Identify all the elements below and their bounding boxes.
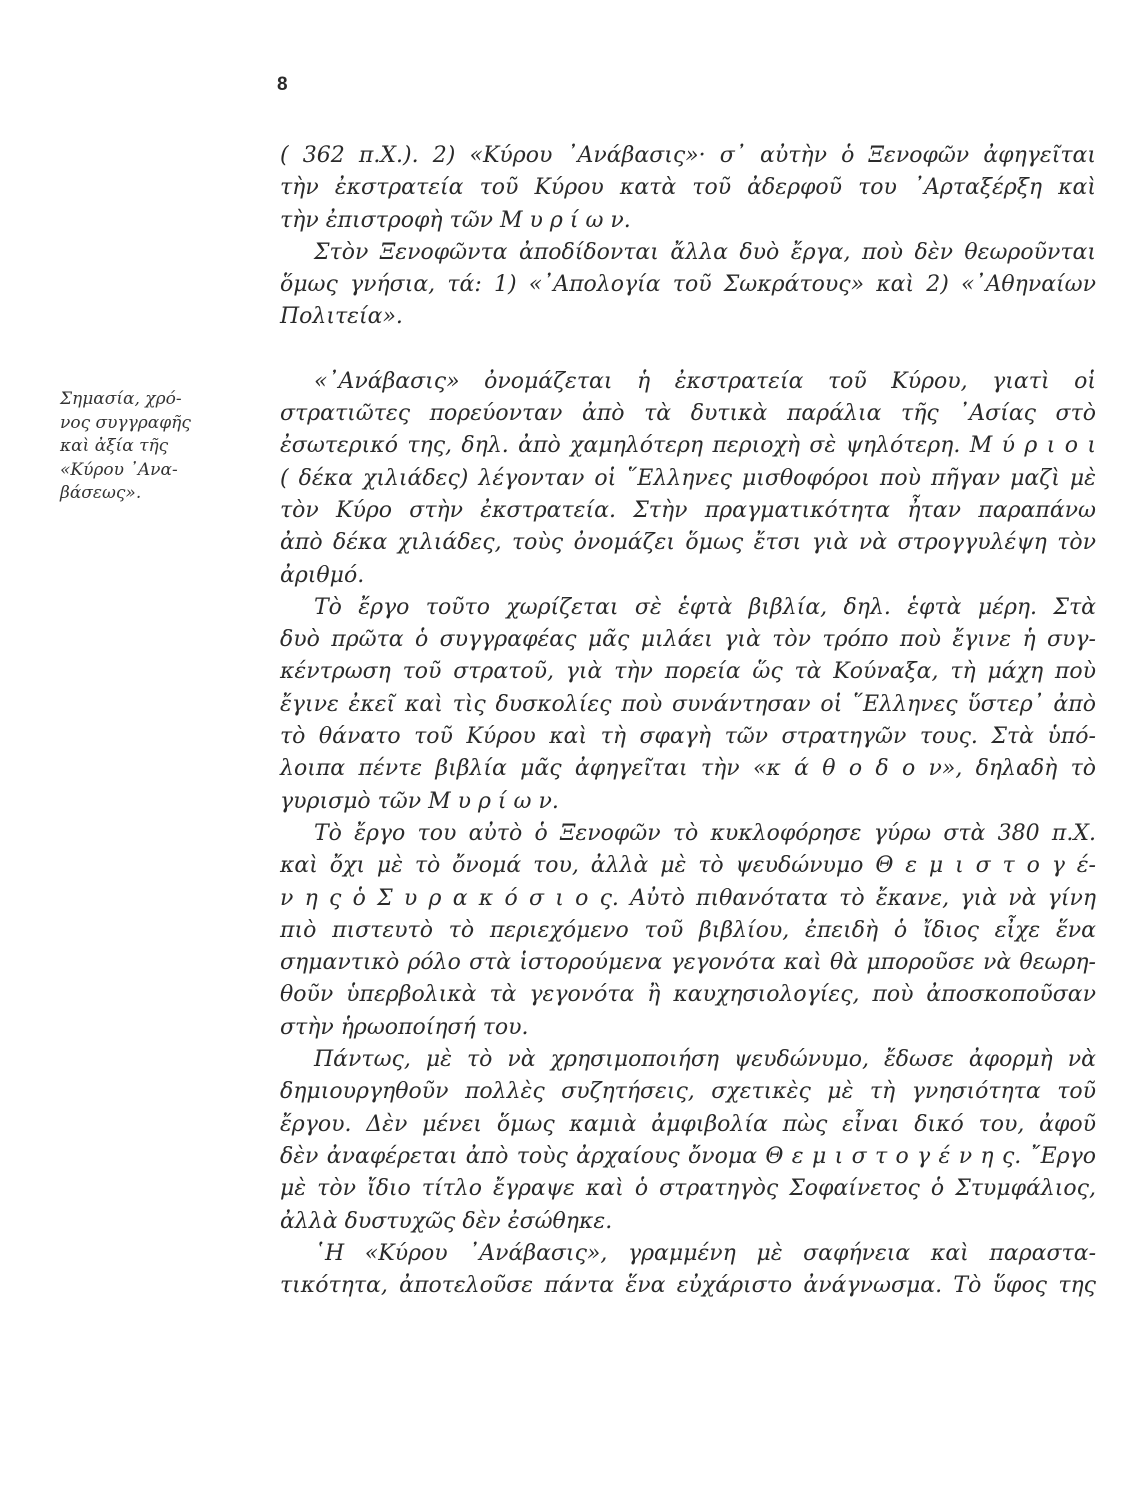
text-line: στρατιῶτες πορεύονταν ἀπὸ τὰ δυτικὰ παράλια τῆς ᾿Ασίας στὸ bbox=[280, 401, 1096, 427]
text-line: ἔργου. Δὲν μένει ὅμως καμιὰ ἀμφιβολία πὼς εἶναι δικό του, ἀφοῦ bbox=[280, 1111, 1096, 1137]
text-line: ν η ς ὁ Σ υ ρ α κ ό σ ι ο ς. Αὐτὸ πιθανότατα τὸ ἔκανε, γιὰ νὰ γίνη bbox=[280, 885, 1096, 911]
text-line: δυὸ πρῶτα ὁ συγγραφέας μᾶς μιλάει γιὰ τὸν τρόπο ποὺ ἔγινε ἡ συγ- bbox=[280, 627, 1096, 653]
text-line: λοιπα πέντε βιβλία μᾶς ἀφηγεῖται τὴν «κ ά θ ο δ ο ν», δηλαδὴ τὸ bbox=[280, 756, 1096, 782]
text-line: καὶ ὄχι μὲ τὸ ὄνομά του, ἀλλὰ μὲ τὸ ψευδώνυμο Θ ε μ ι σ τ ο γ έ- bbox=[280, 853, 1096, 879]
text-line: τὸν Κύρο στὴν ἐκστρατεία. Στὴν πραγματικότητα ἦταν παραπάνω bbox=[280, 497, 1096, 523]
margin-note-line: βάσεως». bbox=[60, 483, 142, 503]
text-line: δὲν ἀναφέρεται ἀπὸ τοὺς ἀρχαίους ὄνομα Θ ε μ ι σ τ ο γ έ ν η ς. ῎Εργο bbox=[280, 1143, 1096, 1169]
text-line: σημαντικὸ ρόλο στὰ ἱστορούμενα γεγονότα καὶ θὰ μποροῦσε νὰ θεωρη- bbox=[280, 950, 1096, 976]
text-line: κέντρωση τοῦ στρατοῦ, γιὰ τὴν πορεία ὥς τὰ Κούναξα, τὴ μάχη ποὺ bbox=[280, 659, 1096, 685]
text-line: Τὸ ἔργο του αὐτὸ ὁ Ξενοφῶν τὸ κυκλοφόρησε γύρω στὰ 380 π.Χ. bbox=[314, 820, 1096, 846]
margin-note-line: Σημασία, χρό- bbox=[60, 389, 182, 409]
text-line: Στὸν Ξενοφῶντα ἀποδίδονται ἄλλα δυὸ ἔργα, ποὺ δὲν θεωροῦνται bbox=[314, 239, 1096, 265]
text-line: «᾿Ανάβασις» ὀνομάζεται ἡ ἐκστρατεία τοῦ Κύρου, γιατὶ οἱ bbox=[314, 368, 1096, 394]
text-line: ( 362 π.Χ.). 2) «Κύρου ᾿Ανάβασις»· σ᾿ αὐτὴν ὁ Ξενοφῶν ἀφηγεῖται bbox=[280, 143, 1096, 168]
text-line: ἀλλὰ δυστυχῶς δὲν ἐσώθηκε. bbox=[280, 1208, 613, 1234]
body-text bbox=[280, 140, 1096, 1302]
text-line: τικότητα, ἀποτελοῦσε πάντα ἕνα εὐχάριστο ἀνάγνωσμα. Τὸ ὕφος της bbox=[280, 1273, 1096, 1299]
text-line: δημιουργηθοῦν πολλὲς συζητήσεις, σχετικὲς μὲ τὴ γνησιότητα τοῦ bbox=[280, 1079, 1096, 1105]
text-line: ( δέκα χιλιάδες) λέγονταν οἱ ῞Ελληνες μισθοφόροι ποὺ πῆγαν μαζὶ μὲ bbox=[280, 465, 1096, 491]
text-line: τὸ θάνατο τοῦ Κύρου καὶ τὴ σφαγὴ τῶν στρατηγῶν τους. Στὰ ὑπό- bbox=[280, 724, 1096, 750]
text-line: πιὸ πιστευτὸ τὸ περιεχόμενο τοῦ βιβλίου, ἐπειδὴ ὁ ἴδιος εἶχε ἕνα bbox=[280, 917, 1096, 943]
text-line: ῾Η «Κύρου ᾿Ανάβασις», γραμμένη μὲ σαφήνεια καὶ παραστα- bbox=[314, 1240, 1096, 1266]
text-line: τὴν ἐπιστροφὴ τῶν Μ υ ρ ί ω ν. bbox=[280, 207, 631, 233]
margin-note-line: «Κύρου ᾿Ανα- bbox=[60, 459, 178, 480]
margin-note-line: νος συγγραφῆς bbox=[60, 412, 191, 433]
margin-note bbox=[60, 388, 250, 506]
text-line: μὲ τὸν ἴδιο τίτλο ἔγραψε καὶ ὁ στρατηγὸς Σοφαίνετος ὁ Στυμφάλιος, bbox=[280, 1176, 1096, 1202]
text-line: Πολιτεία». bbox=[280, 304, 403, 330]
paragraph-block-1 bbox=[280, 140, 1096, 334]
text-line: τὴν ἐκστρατεία τοῦ Κύρου κατὰ τοῦ ἀδερφοῦ του ᾿Αρταξέρξη καὶ bbox=[280, 175, 1096, 201]
text-line: στὴν ἡρωοποίησή του. bbox=[280, 1014, 529, 1040]
text-line: ἐσωτερικό της, δηλ. ἀπὸ χαμηλότερη περιοχὴ σὲ ψηλότερη. Μ ύ ρ ι ο ι bbox=[280, 433, 1096, 459]
text-line: ἔγινε ἐκεῖ καὶ τὶς δυσκολίες ποὺ συνάντησαν οἱ ῞Ελληνες ὕστερ᾿ ἀπὸ bbox=[280, 691, 1096, 717]
paragraph-block-2 bbox=[280, 366, 1096, 1303]
text-line: γυρισμὸ τῶν Μ υ ρ ί ω ν. bbox=[280, 788, 559, 814]
text-line: Πάντως, μὲ τὸ νὰ χρησιμοποιήση ψευδώνυμο, ἔδωσε ἀφορμὴ νὰ bbox=[314, 1047, 1096, 1073]
text-line: Τὸ ἔργο τοῦτο χωρίζεται σὲ ἑφτὰ βιβλία, δηλ. ἑφτὰ μέρη. Στὰ bbox=[314, 594, 1096, 620]
text-line: θοῦν ὑπερβολικὰ τὰ γεγονότα ἢ καυχησιολογίες, ποὺ ἀποσκοποῦσαν bbox=[280, 982, 1096, 1008]
text-line: ὅμως γνήσια, τά: 1) «᾿Απολογία τοῦ Σωκράτους» καὶ 2) «᾿Αθηναίων bbox=[280, 272, 1096, 298]
page-number: 8 bbox=[277, 74, 288, 95]
section-gap bbox=[280, 334, 1096, 366]
text-line: ἀριθμό. bbox=[280, 562, 365, 588]
margin-note-line: καὶ ἀξία τῆς bbox=[60, 436, 169, 456]
text-line: ἀπὸ δέκα χιλιάδες, τοὺς ὀνομάζει ὅμως ἔτσι γιὰ νὰ στρογγυλέψη τὸν bbox=[280, 530, 1096, 556]
